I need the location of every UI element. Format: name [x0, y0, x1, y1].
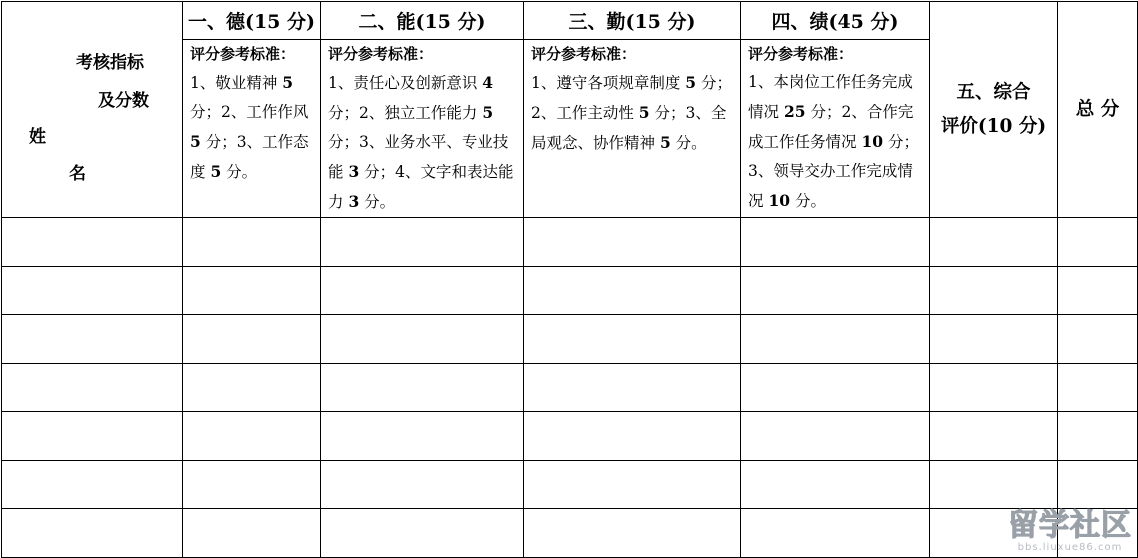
score-entry-cell[interactable]	[321, 266, 524, 315]
column-header-virtue: 一、德(15 分)	[183, 2, 321, 40]
indicator-label-2: 及分数	[98, 91, 149, 111]
score-entry-cell[interactable]	[1058, 315, 1138, 364]
score-entry-cell[interactable]	[321, 363, 524, 412]
score-entry-cell[interactable]	[1058, 266, 1138, 315]
name-entry-cell[interactable]	[2, 218, 183, 267]
score-entry-cell[interactable]	[930, 412, 1058, 461]
score-entry-cell[interactable]	[321, 460, 524, 509]
criteria-title: 评分参考标准：	[190, 45, 296, 63]
score-entry-cell[interactable]	[741, 218, 930, 267]
score-entry-cell[interactable]	[321, 218, 524, 267]
criteria-cell-ability	[321, 40, 524, 218]
score-entry-cell[interactable]	[741, 412, 930, 461]
score-entry-cell[interactable]	[741, 315, 930, 364]
name-entry-cell[interactable]	[2, 412, 183, 461]
name-entry-cell[interactable]	[2, 460, 183, 509]
entry-row	[2, 266, 1138, 315]
criteria-cell-diligence	[524, 40, 741, 218]
criteria-cell-performance	[741, 40, 930, 218]
score-entry-cell[interactable]	[930, 363, 1058, 412]
score-entry-cell[interactable]	[1058, 218, 1138, 267]
score-entry-cell[interactable]	[930, 315, 1058, 364]
criteria-text: 1、本岗位工作任务完成情况 25 分；2、合作完成工作任务情况 10 分；3、领导交办工作完成情况 10 分。	[748, 73, 919, 210]
evaluation-table	[1, 1, 1138, 558]
name-entry-cell[interactable]	[2, 315, 183, 364]
criteria-title: 评分参考标准：	[531, 45, 637, 63]
score-entry-cell[interactable]	[183, 460, 321, 509]
entry-row	[2, 460, 1138, 509]
header-corner-cell	[2, 2, 183, 218]
score-entry-cell[interactable]	[183, 218, 321, 267]
score-entry-cell[interactable]	[321, 509, 524, 558]
score-entry-cell[interactable]	[930, 460, 1058, 509]
name-entry-cell[interactable]	[2, 363, 183, 412]
name-label-2: 名	[69, 164, 86, 184]
overall-label-2: 评价(10 分)	[940, 115, 1047, 137]
criteria-text: 1、责任心及创新意识 4 分；2、独立工作能力 5 分；3、业务水平、专业技能 3 分；4、文字和表达能力 3 分。	[328, 73, 514, 211]
name-label-1: 姓	[29, 127, 46, 147]
watermark-url: bbs.liuxue86.com	[1017, 542, 1123, 553]
score-entry-cell[interactable]	[930, 509, 1058, 558]
score-entry-cell[interactable]	[741, 266, 930, 315]
score-entry-cell[interactable]	[930, 266, 1058, 315]
score-entry-cell[interactable]	[741, 363, 930, 412]
score-entry-cell[interactable]	[741, 509, 930, 558]
indicator-label-1: 考核指标	[76, 53, 144, 73]
column-header-ability: 二、能(15 分)	[321, 2, 524, 40]
entry-row	[2, 315, 1138, 364]
entry-rows	[2, 218, 1138, 558]
score-entry-cell[interactable]	[183, 363, 321, 412]
score-entry-cell[interactable]	[524, 218, 741, 267]
score-entry-cell[interactable]	[524, 266, 741, 315]
entry-row	[2, 363, 1138, 412]
score-entry-cell[interactable]	[524, 412, 741, 461]
score-entry-cell[interactable]	[183, 412, 321, 461]
score-entry-cell[interactable]	[524, 363, 741, 412]
score-entry-cell[interactable]	[183, 266, 321, 315]
column-header-diligence: 三、勤(15 分)	[524, 2, 741, 40]
criteria-title: 评分参考标准：	[748, 45, 854, 63]
score-entry-cell[interactable]	[321, 412, 524, 461]
score-entry-cell[interactable]	[524, 460, 741, 509]
name-entry-cell[interactable]	[2, 509, 183, 558]
score-entry-cell[interactable]	[524, 315, 741, 364]
entry-row	[2, 509, 1138, 558]
watermark-logo-text: 留学社区	[1008, 508, 1132, 543]
criteria-text: 1、遵守各项规章制度 5 分；2、工作主动性 5 分；3、全局观念、协作精神 5 分。	[531, 73, 733, 152]
score-entry-cell[interactable]	[183, 509, 321, 558]
score-entry-cell[interactable]	[741, 460, 930, 509]
column-header-overall	[930, 2, 1058, 218]
criteria-cell-virtue	[183, 40, 321, 218]
score-entry-cell[interactable]	[1058, 509, 1138, 558]
entry-row	[2, 412, 1138, 461]
score-entry-cell[interactable]	[183, 315, 321, 364]
criteria-title: 评分参考标准：	[328, 45, 434, 63]
score-entry-cell[interactable]	[1058, 412, 1138, 461]
criteria-text: 1、敬业精神 5 分；2、工作作风 5 分；3、工作态度 5 分。	[190, 73, 309, 181]
column-header-performance: 四、绩(45 分)	[741, 2, 930, 40]
name-entry-cell[interactable]	[2, 266, 183, 315]
score-entry-cell[interactable]	[1058, 363, 1138, 412]
score-entry-cell[interactable]	[930, 218, 1058, 267]
score-entry-cell[interactable]	[524, 509, 741, 558]
entry-row	[2, 218, 1138, 267]
column-header-total: 总 分	[1058, 2, 1138, 218]
overall-label-1: 五、综合	[956, 81, 1031, 103]
score-entry-cell[interactable]	[1058, 460, 1138, 509]
score-entry-cell[interactable]	[321, 315, 524, 364]
